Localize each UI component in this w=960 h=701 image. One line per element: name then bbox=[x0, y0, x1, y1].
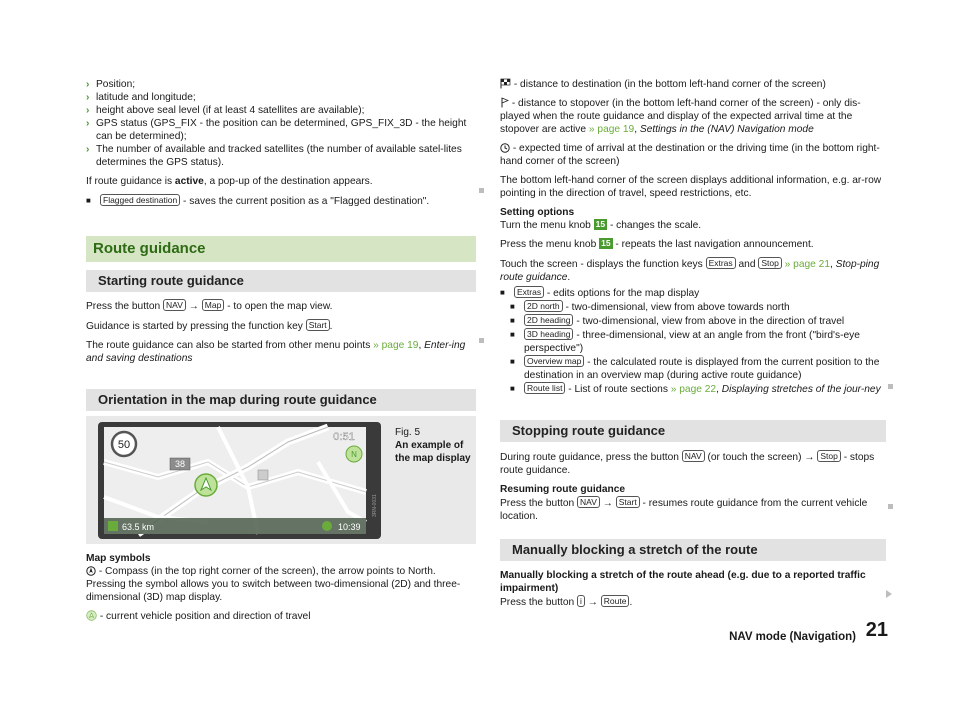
section-end-mark bbox=[888, 384, 893, 389]
nav-key[interactable]: NAV bbox=[577, 496, 600, 508]
list-item: ■ 2D heading - two-dimensional, view from above in the direction of travel bbox=[510, 315, 845, 327]
eta-readout: 10:39 bbox=[338, 522, 361, 532]
touch-screen-paragraph: Touch the screen - displays the function keys Extras and Stop » page 21, Stop-ping route guidance. bbox=[500, 258, 880, 283]
setting-options-heading: Setting options bbox=[500, 207, 575, 218]
flagged-destination-key[interactable]: Flagged destination bbox=[100, 194, 180, 206]
distance-readout: 63.5 km bbox=[122, 522, 155, 532]
compass-paragraph: - Compass (in the top right corner of the screen), the arrow points to North. Pressing the symbol allows you to switch between two-dimensional (2D) and three-dimensional (3D) map display. bbox=[86, 566, 461, 603]
chevron-right-icon: › bbox=[86, 144, 90, 155]
resume-paragraph: Press the button NAV → Start - resumes route guidance from the current vehicle location. bbox=[500, 497, 868, 522]
section-heading: Route guidance bbox=[86, 236, 476, 262]
chevron-right-icon: › bbox=[86, 118, 90, 129]
chevron-right-icon: › bbox=[86, 105, 90, 116]
page-number: 21 bbox=[865, 619, 888, 641]
route-active-paragraph: If route guidance is active, a pop-up of the destination appears. bbox=[86, 176, 373, 187]
info-key[interactable]: i bbox=[577, 595, 585, 607]
list-item: ■ Route list - List of route sections » page 22, Displaying stretches of the jour-ney bbox=[510, 383, 881, 395]
stop-key[interactable]: Stop bbox=[758, 257, 782, 269]
bullet-square-icon: ■ bbox=[510, 316, 515, 325]
nav-key[interactable]: NAV bbox=[682, 450, 705, 462]
subsection-heading: Manually blocking a stretch of the route bbox=[500, 539, 886, 561]
right-column bbox=[500, 78, 886, 615]
other-menu-paragraph: The route guidance can also be started from other menu points » page 19, Enter-ing and saving destinations bbox=[86, 340, 466, 364]
map-display-image bbox=[98, 422, 381, 539]
bullet-square-icon: ■ bbox=[86, 196, 91, 205]
checkered-flag-icon bbox=[500, 78, 511, 89]
list-item: › latitude and longitude; bbox=[86, 92, 196, 103]
section-end-mark bbox=[479, 338, 484, 343]
page-link[interactable]: » page 19 bbox=[373, 340, 419, 351]
chevron-right-icon: › bbox=[86, 92, 90, 103]
blocking-heading: Manually blocking a stretch of the route ahead (e.g. due to a reported traffic impairment) bbox=[500, 570, 866, 594]
stopover-flag-icon bbox=[500, 97, 509, 108]
knob-press-paragraph: Press the menu knob 15 - repeats the last navigation announcement. bbox=[500, 238, 814, 250]
destination-distance-paragraph: - distance to destination (in the bottom left-hand corner of the screen) bbox=[500, 78, 886, 91]
vehicle-paragraph: - current vehicle position and direction of travel bbox=[86, 610, 476, 623]
figure bbox=[86, 416, 476, 544]
clock-icon bbox=[500, 143, 510, 153]
2d-heading-key[interactable]: 2D heading bbox=[524, 314, 573, 326]
list-item: ■ Extras - edits options for the map display bbox=[500, 287, 700, 299]
stop-paragraph: During route guidance, press the button NAV (or touch the screen) → Stop - stops route guidance. bbox=[500, 451, 875, 476]
list-item: › height above seal level (if at least 4 satellites are available); bbox=[86, 105, 365, 116]
section-end-mark bbox=[479, 188, 484, 193]
list-item: ■ Flagged destination - saves the current position as a "Flagged destination". bbox=[86, 195, 430, 207]
route-list-key[interactable]: Route list bbox=[524, 382, 565, 394]
subsection-heading: Orientation in the map during route guidance bbox=[86, 389, 476, 411]
extras-key[interactable]: Extras bbox=[514, 286, 544, 298]
list-item: › GPS status (GPS_FIX - the position can be determined, GPS_FIX_3D - the height can be determined); bbox=[86, 118, 467, 142]
overview-map-key[interactable]: Overview map bbox=[524, 355, 584, 367]
additional-info-paragraph: The bottom left-hand corner of the screen displays additional information, e.g. ar-row pointing in the direction of travel, speed restrictions, etc. bbox=[500, 175, 882, 199]
list-item: › Position; bbox=[86, 79, 136, 90]
bullet-square-icon: ■ bbox=[510, 330, 515, 339]
extras-key[interactable]: Extras bbox=[706, 257, 736, 269]
bullet-square-icon: ■ bbox=[500, 288, 505, 297]
figure-code: 3RN-0031 bbox=[372, 494, 378, 517]
start-key[interactable]: Start bbox=[616, 496, 640, 508]
page-footer bbox=[729, 619, 890, 648]
route-key[interactable]: Route bbox=[601, 595, 630, 607]
section-end-mark bbox=[888, 504, 893, 509]
speed-sign: 50 bbox=[117, 439, 131, 451]
time-top: 0:51 bbox=[333, 431, 355, 443]
eta-paragraph: - expected time of arrival at the destination or the driving time (in the bottom right-hand corner of the screen) bbox=[500, 143, 880, 167]
footer-title: NAV mode (Navigation) bbox=[729, 631, 856, 643]
list-item: ■ 2D north - two-dimensional, view from above towards north bbox=[510, 301, 790, 313]
knob-turn-paragraph: Turn the menu knob 15 - changes the scale. bbox=[500, 219, 702, 231]
page-link[interactable]: » page 21 bbox=[781, 259, 830, 270]
stopover-distance-paragraph: - distance to stopover (in the bottom left-hand corner of the screen) - only dis-played when the route guidance and display of the expected arrival time at the stopover are active » page 19, Settings in the (NAV) Navigation mode bbox=[500, 98, 861, 135]
nav-key[interactable]: NAV bbox=[163, 299, 186, 311]
page-link[interactable]: » page 19 bbox=[588, 124, 635, 135]
left-column bbox=[86, 78, 476, 629]
figure-caption: Fig. 5 An example of the map display bbox=[395, 427, 471, 464]
page-link[interactable]: » page 22 bbox=[670, 384, 717, 395]
knob-number: 15 bbox=[601, 238, 611, 248]
2d-north-key[interactable]: 2D north bbox=[524, 300, 563, 312]
map-symbols-heading: Map symbols bbox=[86, 553, 151, 564]
chevron-right-icon: › bbox=[86, 79, 90, 90]
subsection-heading: Stopping route guidance bbox=[500, 420, 886, 442]
press-nav-paragraph: Press the button NAV → Map - to open the map view. bbox=[86, 300, 333, 312]
start-paragraph: Guidance is started by pressing the function key Start . bbox=[86, 320, 333, 332]
start-key[interactable]: Start bbox=[306, 319, 330, 331]
knob-number: 15 bbox=[595, 219, 606, 229]
list-item: › The number of available and tracked satellites (the number of available satel-lites determines the GPS status). bbox=[86, 144, 462, 168]
compass-icon bbox=[86, 566, 96, 576]
stop-key[interactable]: Stop bbox=[817, 450, 841, 462]
bullet-square-icon: ■ bbox=[510, 357, 515, 366]
blocking-paragraph: Press the button i → Route . bbox=[500, 596, 633, 608]
road-number: 38 bbox=[174, 459, 186, 469]
3d-heading-key[interactable]: 3D heading bbox=[524, 328, 573, 340]
continue-arrow-icon bbox=[886, 590, 892, 598]
map-key[interactable]: Map bbox=[202, 299, 225, 311]
bullet-square-icon: ■ bbox=[510, 384, 515, 393]
resume-heading: Resuming route guidance bbox=[500, 484, 626, 495]
compass-icon: N bbox=[351, 450, 357, 459]
vehicle-position-icon bbox=[86, 610, 97, 621]
bullet-square-icon: ■ bbox=[510, 302, 515, 311]
list-item: ■ 3D heading - three-dimensional, view at an angle from the front ("bird's-eye perspective") bbox=[510, 329, 860, 354]
subsection-heading: Starting route guidance bbox=[86, 270, 476, 292]
list-item: ■ Overview map - the calculated route is displayed from the current position to the destination in an overview map (during active route guidance) bbox=[510, 356, 880, 381]
